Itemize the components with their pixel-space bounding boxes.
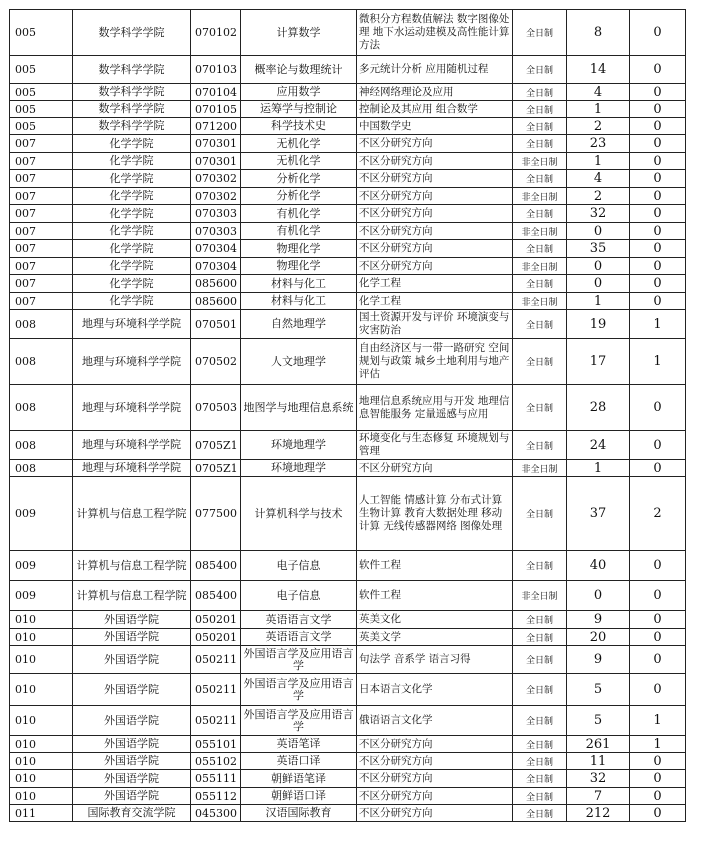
enrollment-count-cell: 17 — [567, 339, 630, 385]
school-name-cell: 化学学院 — [73, 293, 191, 310]
major-code-cell: 050211 — [191, 674, 241, 706]
table-row — [10, 753, 686, 770]
exempt-count-cell: 0 — [630, 170, 686, 188]
study-mode-cell: 全日制 — [513, 170, 567, 188]
table-row — [10, 153, 686, 170]
table-row — [10, 223, 686, 240]
major-code-cell: 070103 — [191, 56, 241, 84]
table-row — [10, 460, 686, 477]
school-name-cell: 数学科学学院 — [73, 118, 191, 135]
school-code-cell: 010 — [10, 788, 73, 805]
exempt-count-cell: 1 — [630, 736, 686, 753]
exempt-count-cell: 0 — [630, 551, 686, 581]
research-direction-cell: 不区分研究方向 — [357, 805, 513, 822]
school-code-cell: 005 — [10, 84, 73, 101]
research-direction-cell: 控制论及其应用 组合数学 — [357, 101, 513, 118]
research-direction-cell: 英美文学 — [357, 629, 513, 646]
research-direction-cell: 不区分研究方向 — [357, 135, 513, 153]
table-row — [10, 706, 686, 736]
exempt-count-cell: 0 — [630, 84, 686, 101]
research-direction-cell: 国土资源开发与评价 环境演变与灾害防治 — [357, 310, 513, 339]
table-row — [10, 581, 686, 611]
enrollment-count-cell: 11 — [567, 753, 630, 770]
major-name-cell: 汉语国际教育 — [241, 805, 357, 822]
school-code-cell: 008 — [10, 339, 73, 385]
school-name-cell: 外国语学院 — [73, 674, 191, 706]
school-code-cell: 005 — [10, 56, 73, 84]
table-row — [10, 770, 686, 788]
major-name-cell: 物理化学 — [241, 258, 357, 275]
school-name-cell: 化学学院 — [73, 240, 191, 258]
major-name-cell: 朝鲜语口译 — [241, 788, 357, 805]
major-code-cell: 050211 — [191, 646, 241, 674]
major-code-cell: 045300 — [191, 805, 241, 822]
study-mode-cell: 全日制 — [513, 736, 567, 753]
enrollment-count-cell: 1 — [567, 460, 630, 477]
major-code-cell: 070105 — [191, 101, 241, 118]
enrollment-count-cell: 37 — [567, 477, 630, 551]
school-code-cell: 007 — [10, 258, 73, 275]
research-direction-cell: 软件工程 — [357, 551, 513, 581]
study-mode-cell: 全日制 — [513, 788, 567, 805]
exempt-count-cell: 0 — [630, 385, 686, 431]
major-name-cell: 无机化学 — [241, 135, 357, 153]
enrollment-count-cell: 5 — [567, 706, 630, 736]
major-code-cell: 050201 — [191, 611, 241, 629]
major-name-cell: 无机化学 — [241, 153, 357, 170]
exempt-count-cell: 0 — [630, 240, 686, 258]
school-name-cell: 化学学院 — [73, 258, 191, 275]
research-direction-cell: 俄语语言文化学 — [357, 706, 513, 736]
table-row — [10, 385, 686, 431]
school-code-cell: 010 — [10, 706, 73, 736]
research-direction-cell: 人工智能 情感计算 分布式计算 生物计算 教育大数据处理 移动计算 无线传感器网络 图像处理 — [357, 477, 513, 551]
major-name-cell: 分析化学 — [241, 188, 357, 205]
school-name-cell: 化学学院 — [73, 188, 191, 205]
study-mode-cell: 全日制 — [513, 10, 567, 56]
research-direction-cell: 不区分研究方向 — [357, 240, 513, 258]
enrollment-count-cell: 19 — [567, 310, 630, 339]
table-row — [10, 135, 686, 153]
major-code-cell: 070301 — [191, 135, 241, 153]
table-row — [10, 339, 686, 385]
school-code-cell: 008 — [10, 310, 73, 339]
enrollment-count-cell: 24 — [567, 431, 630, 460]
enrollment-count-cell: 20 — [567, 629, 630, 646]
major-code-cell: 077500 — [191, 477, 241, 551]
exempt-count-cell: 1 — [630, 310, 686, 339]
school-code-cell: 007 — [10, 153, 73, 170]
table-row — [10, 431, 686, 460]
table-row — [10, 275, 686, 293]
school-code-cell: 008 — [10, 385, 73, 431]
research-direction-cell: 英美文化 — [357, 611, 513, 629]
exempt-count-cell: 0 — [630, 275, 686, 293]
major-code-cell: 070303 — [191, 205, 241, 223]
study-mode-cell: 全日制 — [513, 275, 567, 293]
school-code-cell: 007 — [10, 170, 73, 188]
major-name-cell: 物理化学 — [241, 240, 357, 258]
school-code-cell: 009 — [10, 551, 73, 581]
study-mode-cell: 全日制 — [513, 431, 567, 460]
research-direction-cell: 环境变化与生态修复 环境规划与管理 — [357, 431, 513, 460]
major-code-cell: 070102 — [191, 10, 241, 56]
research-direction-cell: 不区分研究方向 — [357, 460, 513, 477]
study-mode-cell: 全日制 — [513, 551, 567, 581]
school-name-cell: 化学学院 — [73, 205, 191, 223]
study-mode-cell: 非全日制 — [513, 581, 567, 611]
enrollment-count-cell: 0 — [567, 258, 630, 275]
school-code-cell: 007 — [10, 135, 73, 153]
school-name-cell: 外国语学院 — [73, 629, 191, 646]
school-code-cell: 005 — [10, 118, 73, 135]
enrollment-count-cell: 8 — [567, 10, 630, 56]
study-mode-cell: 全日制 — [513, 706, 567, 736]
enrollment-count-cell: 4 — [567, 170, 630, 188]
enrollment-count-cell: 32 — [567, 205, 630, 223]
study-mode-cell: 全日制 — [513, 477, 567, 551]
major-code-cell: 085600 — [191, 293, 241, 310]
school-name-cell: 数学科学学院 — [73, 10, 191, 56]
school-code-cell: 010 — [10, 753, 73, 770]
study-mode-cell: 全日制 — [513, 56, 567, 84]
study-mode-cell: 全日制 — [513, 674, 567, 706]
major-code-cell: 070503 — [191, 385, 241, 431]
major-code-cell: 0705Z1 — [191, 431, 241, 460]
exempt-count-cell: 0 — [630, 153, 686, 170]
school-code-cell: 010 — [10, 646, 73, 674]
exempt-count-cell: 0 — [630, 753, 686, 770]
research-direction-cell: 不区分研究方向 — [357, 205, 513, 223]
study-mode-cell: 全日制 — [513, 240, 567, 258]
school-code-cell: 011 — [10, 805, 73, 822]
school-name-cell: 外国语学院 — [73, 706, 191, 736]
enrollment-count-cell: 0 — [567, 581, 630, 611]
major-code-cell: 085400 — [191, 581, 241, 611]
research-direction-cell: 多元统计分析 应用随机过程 — [357, 56, 513, 84]
school-name-cell: 地理与环境科学学院 — [73, 310, 191, 339]
school-name-cell: 外国语学院 — [73, 611, 191, 629]
study-mode-cell: 全日制 — [513, 770, 567, 788]
research-direction-cell: 不区分研究方向 — [357, 258, 513, 275]
study-mode-cell: 全日制 — [513, 753, 567, 770]
major-name-cell: 有机化学 — [241, 205, 357, 223]
table-row — [10, 788, 686, 805]
school-name-cell: 地理与环境科学学院 — [73, 460, 191, 477]
major-code-cell: 055111 — [191, 770, 241, 788]
major-name-cell: 环境地理学 — [241, 460, 357, 477]
major-code-cell: 070302 — [191, 170, 241, 188]
major-code-cell: 085600 — [191, 275, 241, 293]
table-row — [10, 101, 686, 118]
study-mode-cell: 全日制 — [513, 611, 567, 629]
study-mode-cell: 全日制 — [513, 84, 567, 101]
table-row — [10, 736, 686, 753]
school-name-cell: 地理与环境科学学院 — [73, 385, 191, 431]
school-code-cell: 005 — [10, 10, 73, 56]
enrollment-count-cell: 23 — [567, 135, 630, 153]
major-name-cell: 材料与化工 — [241, 275, 357, 293]
study-mode-cell: 全日制 — [513, 646, 567, 674]
exempt-count-cell: 1 — [630, 339, 686, 385]
exempt-count-cell: 0 — [630, 805, 686, 822]
enrollment-count-cell: 1 — [567, 101, 630, 118]
table-row — [10, 674, 686, 706]
school-code-cell: 009 — [10, 581, 73, 611]
table-row — [10, 170, 686, 188]
research-direction-cell: 地理信息系统应用与开发 地理信息智能服务 定量遥感与应用 — [357, 385, 513, 431]
exempt-count-cell: 0 — [630, 788, 686, 805]
school-name-cell: 计算机与信息工程学院 — [73, 581, 191, 611]
school-name-cell: 地理与环境科学学院 — [73, 339, 191, 385]
exempt-count-cell: 0 — [630, 101, 686, 118]
research-direction-cell: 不区分研究方向 — [357, 153, 513, 170]
exempt-count-cell: 0 — [630, 118, 686, 135]
table-row — [10, 293, 686, 310]
exempt-count-cell: 0 — [630, 431, 686, 460]
major-code-cell: 070302 — [191, 188, 241, 205]
major-code-cell: 055102 — [191, 753, 241, 770]
major-code-cell: 085400 — [191, 551, 241, 581]
major-name-cell: 概率论与数理统计 — [241, 56, 357, 84]
enrollment-count-cell: 14 — [567, 56, 630, 84]
table-row — [10, 611, 686, 629]
school-name-cell: 数学科学学院 — [73, 56, 191, 84]
school-code-cell: 007 — [10, 240, 73, 258]
table-row — [10, 551, 686, 581]
exempt-count-cell: 0 — [630, 205, 686, 223]
major-name-cell: 英语语言文学 — [241, 611, 357, 629]
study-mode-cell: 全日制 — [513, 118, 567, 135]
table-body — [10, 10, 686, 822]
school-code-cell: 007 — [10, 275, 73, 293]
enrollment-count-cell: 28 — [567, 385, 630, 431]
major-code-cell: 070502 — [191, 339, 241, 385]
school-name-cell: 外国语学院 — [73, 788, 191, 805]
major-code-cell: 055101 — [191, 736, 241, 753]
enrollment-count-cell: 7 — [567, 788, 630, 805]
study-mode-cell: 非全日制 — [513, 460, 567, 477]
major-code-cell: 070304 — [191, 258, 241, 275]
major-name-cell: 英语语言文学 — [241, 629, 357, 646]
exempt-count-cell: 0 — [630, 10, 686, 56]
school-name-cell: 外国语学院 — [73, 736, 191, 753]
enrollment-count-cell: 0 — [567, 275, 630, 293]
school-name-cell: 数学科学学院 — [73, 101, 191, 118]
enrollment-count-cell: 40 — [567, 551, 630, 581]
table-row — [10, 10, 686, 56]
school-code-cell: 010 — [10, 736, 73, 753]
major-code-cell: 070104 — [191, 84, 241, 101]
study-mode-cell: 非全日制 — [513, 153, 567, 170]
enrollment-count-cell: 1 — [567, 153, 630, 170]
exempt-count-cell: 1 — [630, 706, 686, 736]
enrollment-count-cell: 4 — [567, 84, 630, 101]
enrollment-count-cell: 2 — [567, 118, 630, 135]
enrollment-count-cell: 5 — [567, 674, 630, 706]
school-code-cell: 008 — [10, 431, 73, 460]
research-direction-cell: 句法学 音系学 语言习得 — [357, 646, 513, 674]
major-name-cell: 人文地理学 — [241, 339, 357, 385]
school-code-cell: 007 — [10, 223, 73, 240]
research-direction-cell: 不区分研究方向 — [357, 770, 513, 788]
school-name-cell: 外国语学院 — [73, 753, 191, 770]
research-direction-cell: 化学工程 — [357, 275, 513, 293]
school-code-cell: 007 — [10, 293, 73, 310]
school-code-cell: 007 — [10, 188, 73, 205]
study-mode-cell: 全日制 — [513, 385, 567, 431]
major-code-cell: 050201 — [191, 629, 241, 646]
study-mode-cell: 全日制 — [513, 135, 567, 153]
major-name-cell: 地图学与地理信息系统 — [241, 385, 357, 431]
admissions-table — [9, 9, 686, 822]
research-direction-cell: 神经网络理论及应用 — [357, 84, 513, 101]
research-direction-cell: 不区分研究方向 — [357, 188, 513, 205]
study-mode-cell: 非全日制 — [513, 223, 567, 240]
research-direction-cell: 不区分研究方向 — [357, 788, 513, 805]
school-name-cell: 化学学院 — [73, 275, 191, 293]
enrollment-count-cell: 0 — [567, 223, 630, 240]
major-name-cell: 外国语言学及应用语言学 — [241, 706, 357, 736]
major-name-cell: 外国语言学及应用语言学 — [241, 674, 357, 706]
major-name-cell: 计算数学 — [241, 10, 357, 56]
exempt-count-cell: 0 — [630, 188, 686, 205]
school-code-cell: 010 — [10, 611, 73, 629]
major-name-cell: 运筹学与控制论 — [241, 101, 357, 118]
exempt-count-cell: 0 — [630, 258, 686, 275]
study-mode-cell: 非全日制 — [513, 258, 567, 275]
school-name-cell: 化学学院 — [73, 135, 191, 153]
exempt-count-cell: 0 — [630, 581, 686, 611]
study-mode-cell: 全日制 — [513, 339, 567, 385]
table-row — [10, 118, 686, 135]
study-mode-cell: 全日制 — [513, 101, 567, 118]
study-mode-cell: 全日制 — [513, 310, 567, 339]
table-row — [10, 56, 686, 84]
study-mode-cell: 全日制 — [513, 805, 567, 822]
research-direction-cell: 不区分研究方向 — [357, 170, 513, 188]
school-code-cell: 005 — [10, 101, 73, 118]
enrollment-count-cell: 32 — [567, 770, 630, 788]
table-row — [10, 477, 686, 551]
school-name-cell: 化学学院 — [73, 153, 191, 170]
major-name-cell: 电子信息 — [241, 551, 357, 581]
study-mode-cell: 全日制 — [513, 629, 567, 646]
school-code-cell: 010 — [10, 770, 73, 788]
major-code-cell: 050211 — [191, 706, 241, 736]
research-direction-cell: 微积分方程数值解法 数字图像处理 地下水运动建模及高性能计算方法 — [357, 10, 513, 56]
research-direction-cell: 中国数学史 — [357, 118, 513, 135]
exempt-count-cell: 0 — [630, 611, 686, 629]
table-row — [10, 240, 686, 258]
table-row — [10, 629, 686, 646]
table-row — [10, 646, 686, 674]
school-code-cell: 010 — [10, 674, 73, 706]
major-code-cell: 070304 — [191, 240, 241, 258]
exempt-count-cell: 2 — [630, 477, 686, 551]
major-name-cell: 科学技术史 — [241, 118, 357, 135]
enrollment-count-cell: 2 — [567, 188, 630, 205]
major-code-cell: 071200 — [191, 118, 241, 135]
study-mode-cell: 非全日制 — [513, 293, 567, 310]
major-name-cell: 电子信息 — [241, 581, 357, 611]
major-name-cell: 环境地理学 — [241, 431, 357, 460]
study-mode-cell: 非全日制 — [513, 188, 567, 205]
research-direction-cell: 不区分研究方向 — [357, 223, 513, 240]
enrollment-count-cell: 212 — [567, 805, 630, 822]
research-direction-cell: 不区分研究方向 — [357, 753, 513, 770]
research-direction-cell: 自由经济区与一带一路研究 空间规划与政策 城乡土地利用与地产评估 — [357, 339, 513, 385]
school-name-cell: 化学学院 — [73, 170, 191, 188]
school-code-cell: 009 — [10, 477, 73, 551]
major-name-cell: 应用数学 — [241, 84, 357, 101]
enrollment-count-cell: 261 — [567, 736, 630, 753]
major-code-cell: 055112 — [191, 788, 241, 805]
major-code-cell: 0705Z1 — [191, 460, 241, 477]
table-row — [10, 84, 686, 101]
school-name-cell: 计算机与信息工程学院 — [73, 477, 191, 551]
major-name-cell: 外国语言学及应用语言学 — [241, 646, 357, 674]
research-direction-cell: 日本语言文化学 — [357, 674, 513, 706]
table-row — [10, 805, 686, 822]
exempt-count-cell: 0 — [630, 56, 686, 84]
study-mode-cell: 全日制 — [513, 205, 567, 223]
table-row — [10, 310, 686, 339]
exempt-count-cell: 0 — [630, 293, 686, 310]
research-direction-cell: 化学工程 — [357, 293, 513, 310]
school-code-cell: 008 — [10, 460, 73, 477]
major-name-cell: 计算机科学与技术 — [241, 477, 357, 551]
school-name-cell: 地理与环境科学学院 — [73, 431, 191, 460]
research-direction-cell: 不区分研究方向 — [357, 736, 513, 753]
major-name-cell: 分析化学 — [241, 170, 357, 188]
major-name-cell: 英语笔译 — [241, 736, 357, 753]
exempt-count-cell: 0 — [630, 223, 686, 240]
school-name-cell: 计算机与信息工程学院 — [73, 551, 191, 581]
major-code-cell: 070301 — [191, 153, 241, 170]
school-name-cell: 数学科学学院 — [73, 84, 191, 101]
exempt-count-cell: 0 — [630, 770, 686, 788]
major-name-cell: 有机化学 — [241, 223, 357, 240]
enrollment-count-cell: 35 — [567, 240, 630, 258]
research-direction-cell: 软件工程 — [357, 581, 513, 611]
exempt-count-cell: 0 — [630, 135, 686, 153]
exempt-count-cell: 0 — [630, 629, 686, 646]
school-name-cell: 外国语学院 — [73, 646, 191, 674]
enrollment-count-cell: 9 — [567, 611, 630, 629]
major-name-cell: 材料与化工 — [241, 293, 357, 310]
table-row — [10, 205, 686, 223]
major-name-cell: 自然地理学 — [241, 310, 357, 339]
school-name-cell: 化学学院 — [73, 223, 191, 240]
table-row — [10, 188, 686, 205]
major-name-cell: 朝鲜语笔译 — [241, 770, 357, 788]
school-name-cell: 国际教育交流学院 — [73, 805, 191, 822]
school-code-cell: 010 — [10, 629, 73, 646]
school-code-cell: 007 — [10, 205, 73, 223]
major-name-cell: 英语口译 — [241, 753, 357, 770]
major-code-cell: 070303 — [191, 223, 241, 240]
school-name-cell: 外国语学院 — [73, 770, 191, 788]
enrollment-count-cell: 9 — [567, 646, 630, 674]
enrollment-count-cell: 1 — [567, 293, 630, 310]
exempt-count-cell: 0 — [630, 460, 686, 477]
table-row — [10, 258, 686, 275]
major-code-cell: 070501 — [191, 310, 241, 339]
exempt-count-cell: 0 — [630, 674, 686, 706]
exempt-count-cell: 0 — [630, 646, 686, 674]
